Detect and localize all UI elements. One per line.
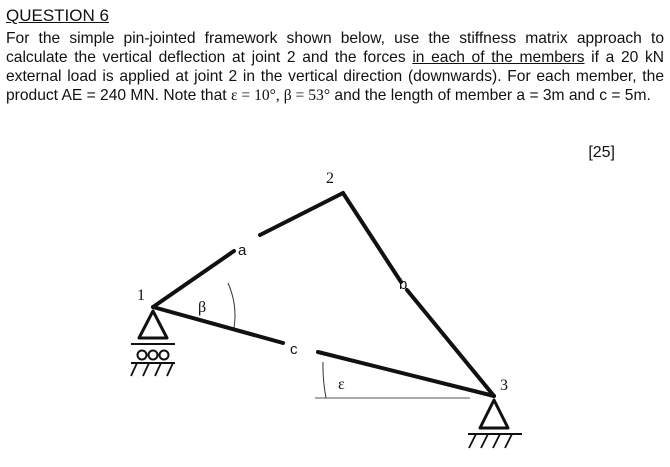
member-b-label: b: [399, 276, 408, 293]
angle-epsilon-label: ε: [338, 376, 345, 393]
angle-beta-label: β: [198, 299, 207, 316]
question-text-part-2: if a 20 kN external load is applied at joint 2 in the vertical direction (downwards). For each member, the product AE = 240 MN. Note that: [6, 49, 665, 104]
pin-support-joint-3: [468, 400, 522, 448]
joint-3-label: 3: [500, 377, 508, 394]
member-c-left: [153, 307, 283, 343]
question-text-part-3: and the length of member a = 3m and c = 5m.: [330, 87, 651, 104]
angle-epsilon-arc: [323, 362, 326, 398]
member-b-upper: [343, 193, 401, 282]
member-a-upper: [260, 193, 343, 235]
joint-1-label: 1: [137, 287, 145, 304]
member-b-lower: [407, 290, 494, 396]
question-text-underlined: in each of the members: [412, 49, 585, 66]
angle-beta-arc: [228, 283, 235, 328]
marks-label: [25]: [588, 144, 615, 161]
question-text-part-1: For the simple pin-jointed framework shown below, use the stiffness matrix approach to calculate the vertical deflection at joint 2 and the forces: [6, 30, 664, 66]
member-c-label: c: [290, 341, 298, 358]
joint-2-label: 2: [326, 170, 334, 187]
member-a-lower: [153, 251, 234, 307]
roller-support-joint-1: [131, 311, 175, 376]
member-a-label: a: [238, 242, 247, 259]
question-title: QUESTION 6: [6, 6, 109, 25]
angle-values: ε = 10°, β = 53°: [230, 87, 331, 104]
